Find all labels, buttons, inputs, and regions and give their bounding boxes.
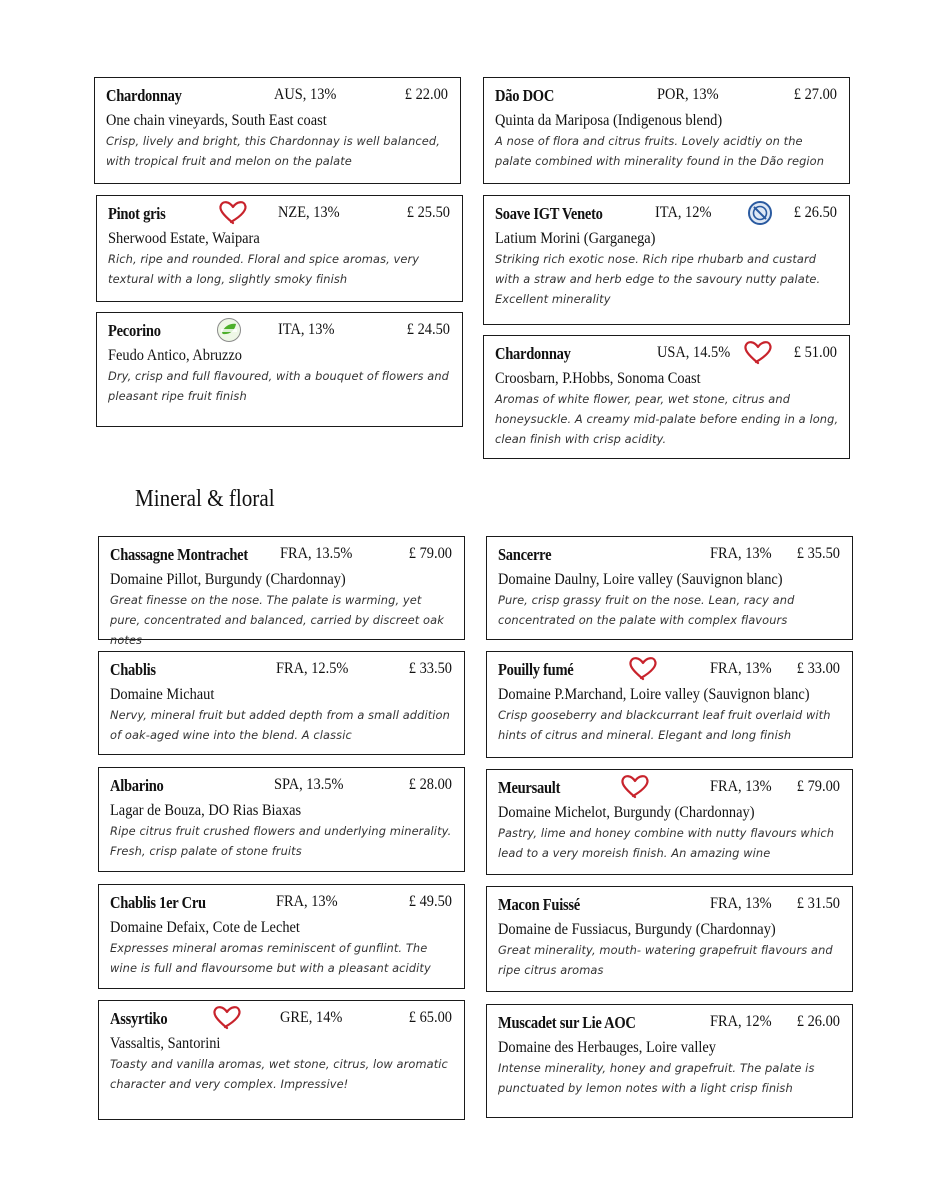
wine-origin-abv: FRA, 13% [710,778,772,795]
wine-description: Nervy, mineral fruit but added depth from a small addition of oak-aged wine into the blend. A classic [110,708,450,742]
wine-price: £ 51.00 [793,344,837,361]
wine-origin-abv: FRA, 13% [276,893,338,910]
wine-price: £ 49.50 [408,893,452,910]
wine-name: Soave IGT Veneto [495,204,603,223]
wine-name: Chablis 1er Cru [110,893,206,912]
wine-name: Macon Fuissé [498,895,580,914]
wine-name: Muscadet sur Lie AOC [498,1013,636,1032]
wine-origin-abv: POR, 13% [657,86,719,103]
wine-description: Pure, crisp grassy fruit on the nose. Lean, racy and concentrated on the palate with complex flavours [498,593,795,627]
wine-card [98,536,465,647]
wine-card [486,886,853,992]
wine-description: Aromas of white flower, pear, wet stone, citrus and honeysuckle. A creamy mid-palate before ending in a long, clean finish with crisp acidity. [495,392,839,446]
wine-description: Great minerality, mouth- watering grapefruit flavours and ripe citrus aromas [498,943,833,977]
wine-price: £ 31.50 [796,895,840,912]
wine-producer: Feudo Antico, Abruzzo [108,347,242,364]
wine-origin-abv: FRA, 13.5% [280,545,353,562]
wine-description: Pastry, lime and honey combine with nutty flavours which lead to a very moreish finish. An amazing wine [498,826,835,860]
wine-producer: Domaine Michaut [110,686,215,703]
wine-description: Ripe citrus fruit crushed flowers and underlying minerality. Fresh, crisp palate of stone fruits [110,824,452,858]
wine-card [98,1000,465,1120]
section-title: Mineral & floral [135,486,275,512]
wine-origin-abv: FRA, 13% [710,660,772,677]
wine-price: £ 79.00 [408,545,452,562]
wine-card [96,312,463,427]
wine-price: £ 25.50 [406,204,450,221]
heart-icon [218,200,248,231]
wine-origin-abv: NZE, 13% [278,204,340,221]
wine-description: Crisp gooseberry and blackcurrant leaf fruit overlaid with hints of citrus and mineral. Elegant and long finish [498,708,831,742]
wine-price: £ 65.00 [408,1009,452,1026]
wine-name: Sancerre [498,545,552,564]
wine-producer: Domaine Michelot, Burgundy (Chardonnay) [498,804,755,821]
wine-price: £ 27.00 [793,86,837,103]
wine-description: A nose of flora and citrus fruits. Lovely acidtiy on the palate combined with minerality found in the Dão region [495,134,825,168]
wine-name: Pinot gris [108,204,166,223]
wine-origin-abv: FRA, 12.5% [276,660,349,677]
wine-producer: One chain vineyards, South East coast [106,112,327,129]
wine-price: £ 35.50 [796,545,840,562]
wine-origin-abv: SPA, 13.5% [274,776,344,793]
wine-origin-abv: ITA, 12% [655,204,712,221]
heart-icon [620,774,650,805]
vegan-badge-icon [747,200,773,231]
wine-card [94,77,461,184]
wine-description: Dry, crisp and full flavoured, with a bouquet of flowers and pleasant ripe fruit finish [108,369,450,403]
wine-name: Chardonnay [495,344,571,363]
wine-card [98,767,465,872]
wine-name: Pecorino [108,321,161,340]
wine-origin-abv: AUS, 13% [274,86,337,103]
wine-description: Striking rich exotic nose. Rich ripe rhubarb and custard with a straw and herb edge to the savoury nutty palate. Excellent minerality [495,252,821,306]
wine-origin-abv: GRE, 14% [280,1009,343,1026]
wine-name: Chardonnay [106,86,182,105]
wine-name: Meursault [498,778,561,797]
wine-price: £ 22.00 [404,86,448,103]
wine-name: Albarino [110,776,164,795]
wine-price: £ 33.50 [408,660,452,677]
wine-card [98,651,465,755]
wine-price: £ 26.50 [793,204,837,221]
wine-card [486,769,853,875]
wine-name: Pouilly fumé [498,660,574,679]
wine-card [96,195,463,302]
wine-producer: Domaine de Fussiacus, Burgundy (Chardonnay) [498,921,776,938]
wine-origin-abv: USA, 14.5% [657,344,731,361]
wine-price: £ 26.00 [796,1013,840,1030]
wine-producer: Domaine Defaix, Cote de Lechet [110,919,300,936]
wine-producer: Lagar de Bouza, DO Rias Biaxas [110,802,302,819]
wine-card [483,77,850,184]
wine-price: £ 24.50 [406,321,450,338]
wine-description: Crisp, lively and bright, this Chardonnay is well balanced, with tropical fruit and melon on the palate [106,134,440,168]
wine-name: Chablis [110,660,156,679]
wine-origin-abv: ITA, 13% [278,321,335,338]
wine-origin-abv: FRA, 13% [710,895,772,912]
wine-producer: Domaine Pillot, Burgundy (Chardonnay) [110,571,346,588]
heart-icon [743,340,773,371]
wine-card [486,1004,853,1118]
wine-producer: Sherwood Estate, Waipara [108,230,260,247]
wine-description: Toasty and vanilla aromas, wet stone, citrus, low aromatic character and very complex. Impressive! [110,1057,448,1091]
wine-name: Chassagne Montrachet [110,545,248,564]
wine-producer: Vassaltis, Santorini [110,1035,221,1052]
wine-origin-abv: FRA, 12% [710,1013,772,1030]
wine-description: Rich, ripe and rounded. Floral and spice aromas, very textural with a long, slightly smoky finish [108,252,420,286]
wine-producer: Domaine P.Marchand, Loire valley (Sauvignon blanc) [498,686,810,703]
wine-producer: Quinta da Mariposa (Indigenous blend) [495,112,723,129]
wine-card [486,536,853,640]
wine-card [486,651,853,758]
wine-name: Assyrtiko [110,1009,168,1028]
wine-description: Great finesse on the nose. The palate is warming, yet pure, concentrated and balanced, carried by discreet oak notes [110,593,444,647]
wine-description: Expresses mineral aromas reminiscent of gunflint. The wine is full and flavoursome but with a pleasant acidity [110,941,431,975]
wine-price: £ 33.00 [796,660,840,677]
wine-card [483,195,850,325]
wine-card [483,335,850,459]
organic-leaf-icon [216,317,242,348]
wine-price: £ 28.00 [408,776,452,793]
heart-icon [212,1005,242,1036]
wine-price: £ 79.00 [796,778,840,795]
wine-name: Dão DOC [495,86,555,105]
wine-producer: Latium Morini (Garganega) [495,230,656,247]
wine-card [98,884,465,989]
wine-producer: Croosbarn, P.Hobbs, Sonoma Coast [495,370,701,387]
wine-producer: Domaine Daulny, Loire valley (Sauvignon blanc) [498,571,783,588]
wine-producer: Domaine des Herbauges, Loire valley [498,1039,716,1056]
wine-origin-abv: FRA, 13% [710,545,772,562]
heart-icon [628,656,658,687]
wine-description: Intense minerality, honey and grapefruit. The palate is punctuated by lemon notes with a light crisp finish [498,1061,815,1095]
